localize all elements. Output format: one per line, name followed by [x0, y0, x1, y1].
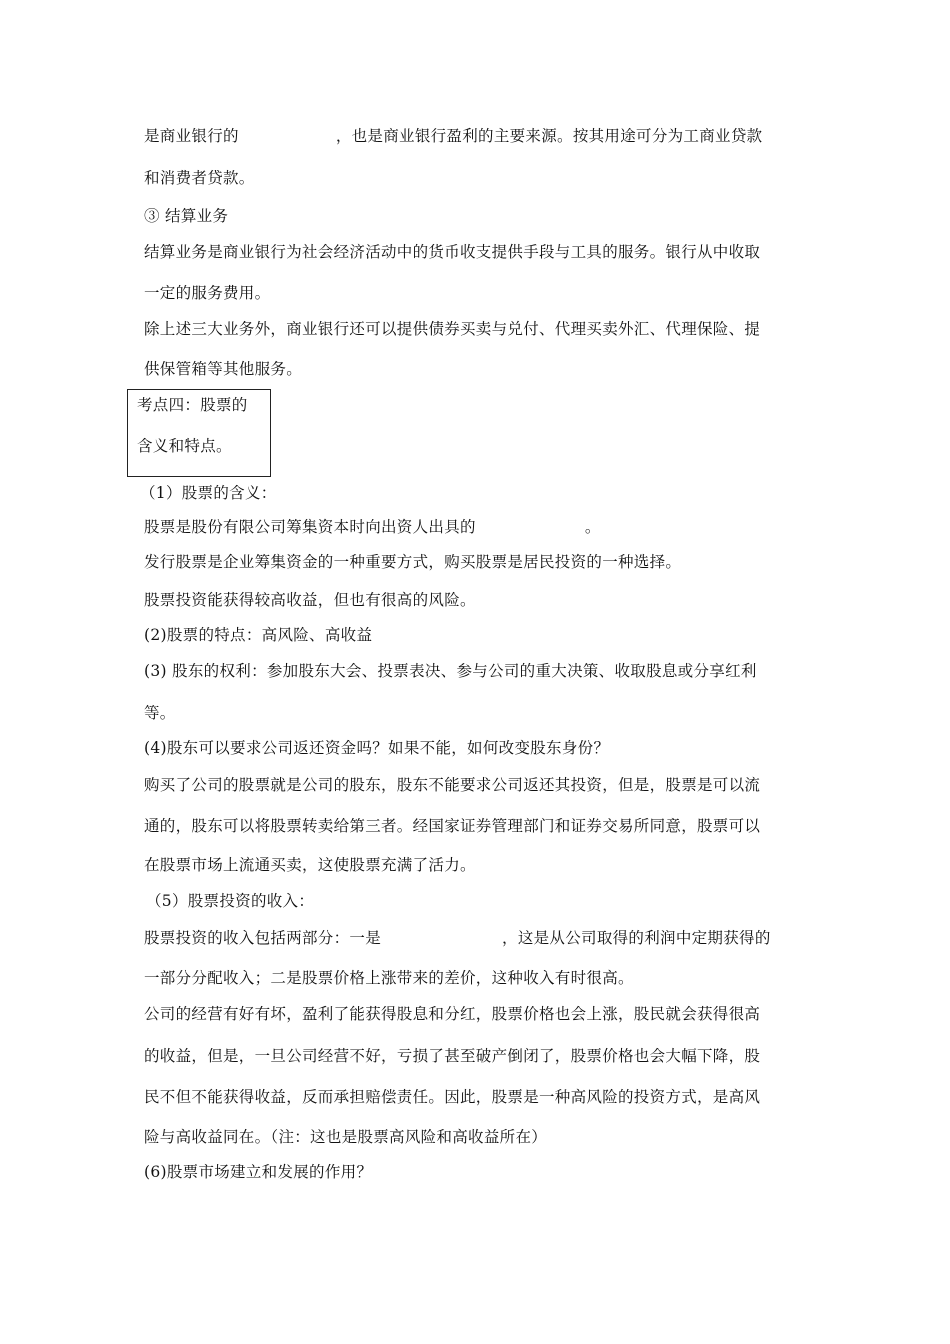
- section-heading: （5）股票投资的收入：: [146, 892, 315, 910]
- section-heading: (4)股东可以要求公司返还资金吗？如果不能，如何改变股东身份？: [144, 739, 610, 757]
- text-line: 公司的经营有好有坏，盈利了能获得股息和分红，股票价格也会上涨，股民就会获得很高: [144, 1005, 761, 1023]
- text-fragment: ，也是商业银行盈利的主要来源。按其用途可分为工商业贷款: [335, 127, 763, 145]
- key-point-line: 考点四：股票的: [137, 396, 248, 414]
- text-line: 和消费者贷款。: [144, 169, 255, 187]
- text-fragment: 。: [584, 518, 601, 536]
- text-line: 股票投资能获得较高收益，但也有很高的风险。: [144, 591, 476, 609]
- text-fragment: ，这是从公司取得的利润中定期获得的: [502, 929, 771, 947]
- text-line: 结算业务是商业银行为社会经济活动中的货币收支提供手段与工具的服务。银行从中收取: [144, 243, 761, 261]
- text-fragment: 股票是股份有限公司筹集资本时向出资人出具的: [144, 518, 476, 536]
- text-line: 的收益，但是，一旦公司经营不好，亏损了甚至破产倒闭了，股票价格也会大幅下降，股: [144, 1047, 761, 1065]
- section-heading: (3) 股东的权利：参加股东大会、投票表决、参与公司的重大决策、收取股息或分享红利: [144, 662, 757, 680]
- sub-heading: ③ 结算业务: [144, 207, 229, 225]
- text-line: 除上述三大业务外，商业银行还可以提供债券买卖与兑付、代理买卖外汇、代理保险、提: [144, 320, 761, 338]
- text-line: 民不但不能获得收益，反而承担赔偿责任。因此，股票是一种高风险的投资方式，是高风: [144, 1088, 761, 1106]
- text-fragment: 股票投资的收入包括两部分：一是: [144, 929, 382, 947]
- text-line: 险与高收益同在。（注：这也是股票高风险和高收益所在）: [144, 1128, 548, 1146]
- text-line: 通的，股东可以将股票转卖给第三者。经国家证券管理部门和证券交易所同意，股票可以: [144, 817, 761, 835]
- text-line: [144, 517, 601, 537]
- text-line: 发行股票是企业筹集资金的一种重要方式，购买股票是居民投资的一种选择。: [144, 553, 682, 571]
- key-point-box: [127, 389, 271, 477]
- text-line: [144, 126, 762, 146]
- text-line: 一部分分配收入；二是股票价格上涨带来的差价，这种收入有时很高。: [144, 969, 634, 987]
- text-line: 供保管箱等其他服务。: [144, 360, 303, 378]
- section-heading: （1）股票的含义：: [140, 484, 277, 502]
- text-line: 一定的服务费用。: [144, 284, 271, 302]
- section-heading: (2)股票的特点：高风险、高收益: [144, 626, 373, 644]
- text-fragment: 是商业银行的: [144, 127, 239, 145]
- section-heading: (6)股票市场建立和发展的作用？: [144, 1163, 373, 1181]
- text-line: 在股票市场上流通买卖，这使股票充满了活力。: [144, 856, 476, 874]
- text-line: [144, 928, 771, 948]
- text-line: 购买了公司的股票就是公司的股东，股东不能要求公司返还其投资，但是，股票是可以流: [144, 776, 761, 794]
- text-line: 等。: [144, 704, 176, 722]
- key-point-line: 含义和特点。: [137, 437, 232, 455]
